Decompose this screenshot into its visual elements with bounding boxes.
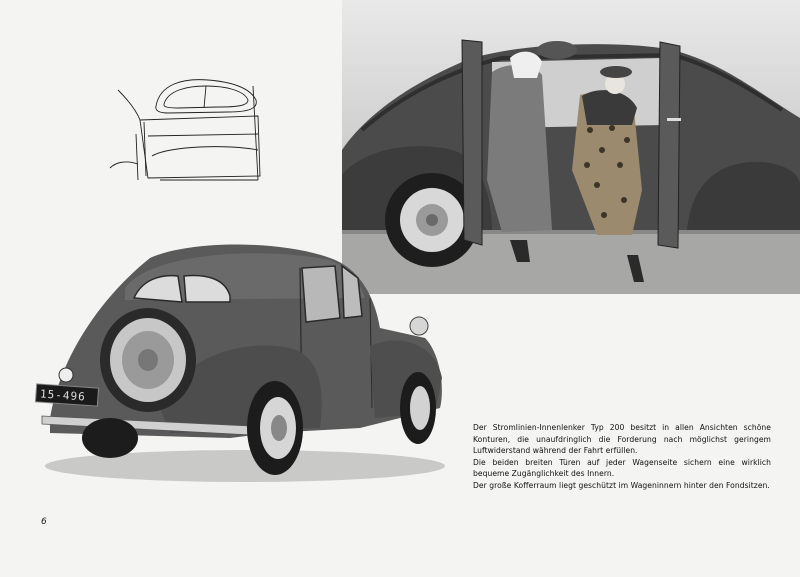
car-rear-view-photo — [30, 238, 450, 482]
caption-paragraph-2: Die beiden breiten Türen auf jeder Wagenseite sichern eine wirklich bequeme Zugänglichkeit des Innern. — [473, 457, 771, 479]
caption-paragraph-3: Der große Kofferraum liegt geschützt im Wageninnern hinter den Fondsitzen. — [473, 480, 770, 490]
caption-paragraph-1: Der Stromlinien-Innenlenker Typ 200 besitzt in allen Ansichten schöne Konturen, die unaufdringlich die Forderung nach möglichst geringem Luftwiderstand während der Fahrt erfüllen. — [473, 423, 771, 456]
page-number: 6 — [41, 517, 47, 527]
caption-text-block — [473, 422, 771, 492]
license-plate-text: 15-496 — [39, 387, 87, 404]
trunk-interior-sketch — [108, 76, 263, 186]
